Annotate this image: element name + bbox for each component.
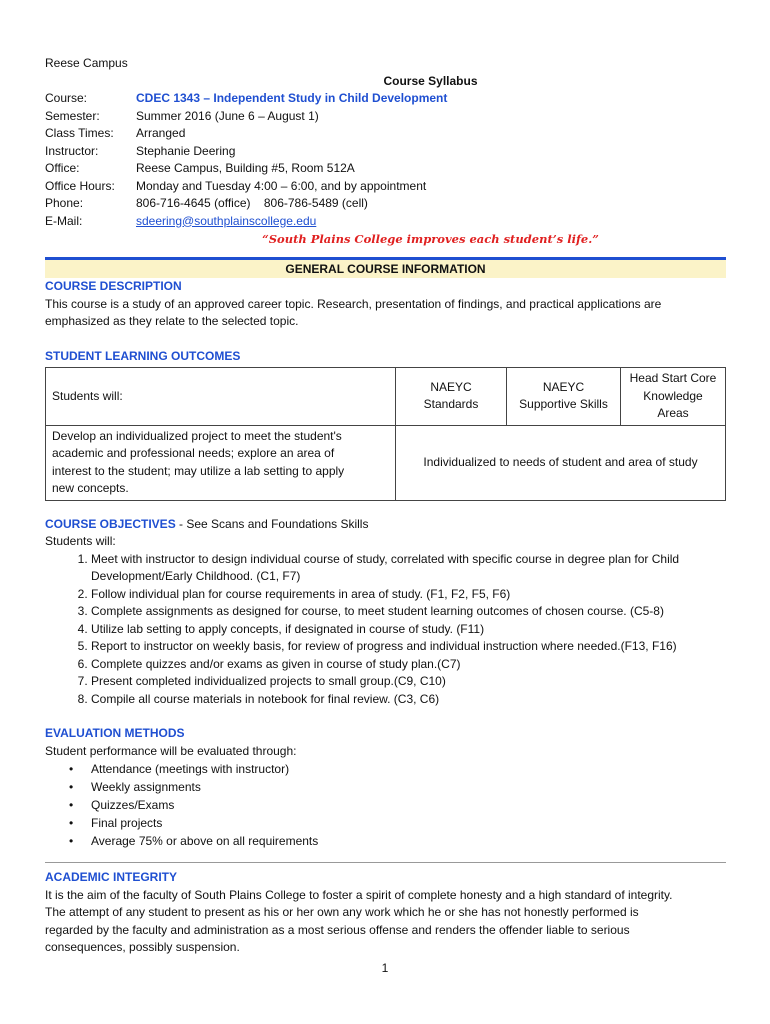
naeyc-standards-cell (396, 368, 507, 426)
slo-header-row (46, 368, 726, 426)
outcome-cell (46, 425, 396, 500)
syllabus-page (45, 55, 726, 957)
evaluation-text: Attendance (meetings with instructor) (91, 762, 290, 776)
naeyc-skills-cell (507, 368, 621, 426)
objective-text: Utilize lab setting to apply concepts, if designated in course of study. (F11) (91, 621, 485, 636)
info-row-phone (45, 195, 726, 213)
evaluation-item (69, 778, 726, 796)
course-description-line: emphasized as they relate to the selected topic. (45, 314, 299, 328)
info-row-instructor (45, 143, 726, 161)
course-description-heading: COURSE DESCRIPTION (45, 279, 182, 293)
outcome-line: interest to the student; may utilize a lab setting to apply (52, 463, 345, 478)
slo-heading: STUDENT LEARNING OUTCOMES (45, 348, 241, 363)
outcome-line: new concepts. (52, 481, 129, 495)
college-motto: “South Plains College improves each student’s life.” (262, 232, 599, 246)
info-row-class-times (45, 125, 726, 143)
integrity-line: It is the aim of the faculty of South Plains College to foster a spirit of complete honesty and a high standard of integrity. (45, 887, 673, 902)
info-row-course (45, 90, 726, 108)
objective-text: Complete quizzes and/or exams as given in course of study plan.(C7) (91, 656, 461, 671)
objectives-heading-row (45, 516, 726, 534)
students-will-cell: Students will: (46, 368, 396, 426)
integrity-line: consequences, possibly suspension. (45, 940, 240, 954)
info-label: Phone: (45, 196, 84, 210)
campus-name: Reese Campus (45, 56, 128, 70)
objective-item (91, 691, 726, 709)
bullet-icon: • (69, 834, 74, 848)
email-link[interactable]: sdeering@southplainscollege.edu (136, 213, 317, 228)
evaluation-item (69, 832, 726, 850)
info-label: E-Mail: (45, 213, 83, 228)
info-label: Office Hours: (45, 178, 115, 193)
evaluation-intro: Student performance will be evaluated through: (45, 743, 297, 758)
evaluation-list (45, 760, 726, 850)
info-row-semester (45, 108, 726, 126)
section-divider (45, 862, 726, 863)
objective-item (91, 586, 726, 604)
objectives-list (45, 551, 726, 709)
info-label: Instructor: (45, 143, 99, 158)
info-value: Arranged (136, 126, 186, 140)
bullet-icon: • (69, 816, 74, 830)
evaluation-item (69, 760, 726, 778)
individualized-cell: Individualized to needs of student and area of study (396, 425, 726, 500)
objectives-intro: Students will: (45, 534, 116, 548)
objectives-heading: COURSE OBJECTIVES (45, 516, 176, 531)
info-label: Class Times: (45, 126, 114, 140)
evaluation-text: Quizzes/Exams (91, 798, 175, 812)
objectives-heading-suffix: - See Scans and Foundations Skills (175, 516, 369, 531)
slo-outcome-row (46, 425, 726, 500)
integrity-heading: ACADEMIC INTEGRITY (45, 870, 177, 884)
col-header-line: NAEYC (542, 379, 585, 394)
outcome-line: Develop an individualized project to meet the student's (52, 428, 342, 443)
info-value: Summer 2016 (June 6 – August 1) (136, 108, 319, 123)
objective-item (91, 638, 726, 656)
bullet-icon: • (69, 762, 74, 776)
col-header-line: NAEYC (430, 379, 472, 394)
objective-item (91, 656, 726, 674)
headstart-cell (621, 368, 726, 426)
slo-table (45, 367, 726, 501)
col-header-line: Supportive Skills (519, 397, 608, 412)
objective-item (91, 603, 726, 621)
bullet-icon: • (69, 780, 74, 794)
info-value: Monday and Tuesday 4:00 – 6:00, and by appointment (136, 178, 427, 193)
objective-text: Complete assignments as designed for course, to meet student learning outcomes of chosen course. (C5-8) (91, 604, 664, 618)
info-value: Reese Campus, Building #5, Room 512A (136, 161, 355, 175)
objective-item (91, 551, 726, 586)
outcome-line: academic and professional needs; explore an area of (52, 446, 335, 460)
evaluation-text: Weekly assignments (91, 780, 201, 794)
evaluation-heading: EVALUATION METHODS (45, 726, 185, 740)
objective-text: Meet with instructor to design individual course of study, correlated with specific course in degree plan for Child (91, 551, 680, 566)
evaluation-item (69, 814, 726, 832)
syllabus-title: Course Syllabus (383, 73, 478, 88)
info-row-office (45, 160, 726, 178)
objective-text: Present completed individualized projects to small group.(C9, C10) (91, 674, 446, 688)
objective-text: Follow individual plan for course requirements in area of study. (F1, F2, F5, F6) (91, 586, 511, 601)
integrity-line: The attempt of any student to present as his or her own any work which he or she has not honestly performed is (45, 905, 639, 919)
col-header-line: Knowledge (643, 388, 703, 403)
objective-text: Report to instructor on weekly basis, for review of progress and individual instruction where needed.(F13, F16) (91, 639, 677, 653)
general-info-heading: GENERAL COURSE INFORMATION (45, 257, 726, 278)
col-header-line: Areas (657, 406, 689, 420)
info-label: Semester: (45, 108, 100, 123)
info-value: Stephanie Deering (136, 143, 236, 158)
objective-item (91, 673, 726, 691)
info-value: 806-716-4645 (office) 806-786-5489 (cell) (136, 196, 368, 210)
evaluation-item (69, 796, 726, 814)
bullet-icon: • (69, 798, 74, 812)
info-label: Course: (45, 91, 88, 105)
course-description-line: This course is a study of an approved career topic. Research, presentation of findings, and practical applications are (45, 296, 662, 311)
evaluation-text: Average 75% or above on all requirements (91, 834, 319, 848)
evaluation-text: Final projects (91, 816, 163, 830)
objective-item (91, 621, 726, 639)
integrity-line: regarded by the faculty and administration as a most serious offense and renders the offender liable to serious (45, 922, 630, 937)
course-title: CDEC 1343 – Independent Study in Child Development (136, 91, 448, 105)
objective-text: Compile all course materials in notebook for final review. (C3, C6) (91, 691, 440, 706)
info-label: Office: (45, 161, 80, 175)
col-header-line: Head Start Core (629, 371, 717, 385)
col-header-line: Standards (423, 397, 479, 412)
course-info (45, 90, 726, 230)
info-row-email (45, 213, 726, 231)
objective-text: Development/Early Childhood. (C1, F7) (91, 569, 301, 583)
info-row-office-hours (45, 178, 726, 196)
page-number: 1 (381, 961, 389, 975)
